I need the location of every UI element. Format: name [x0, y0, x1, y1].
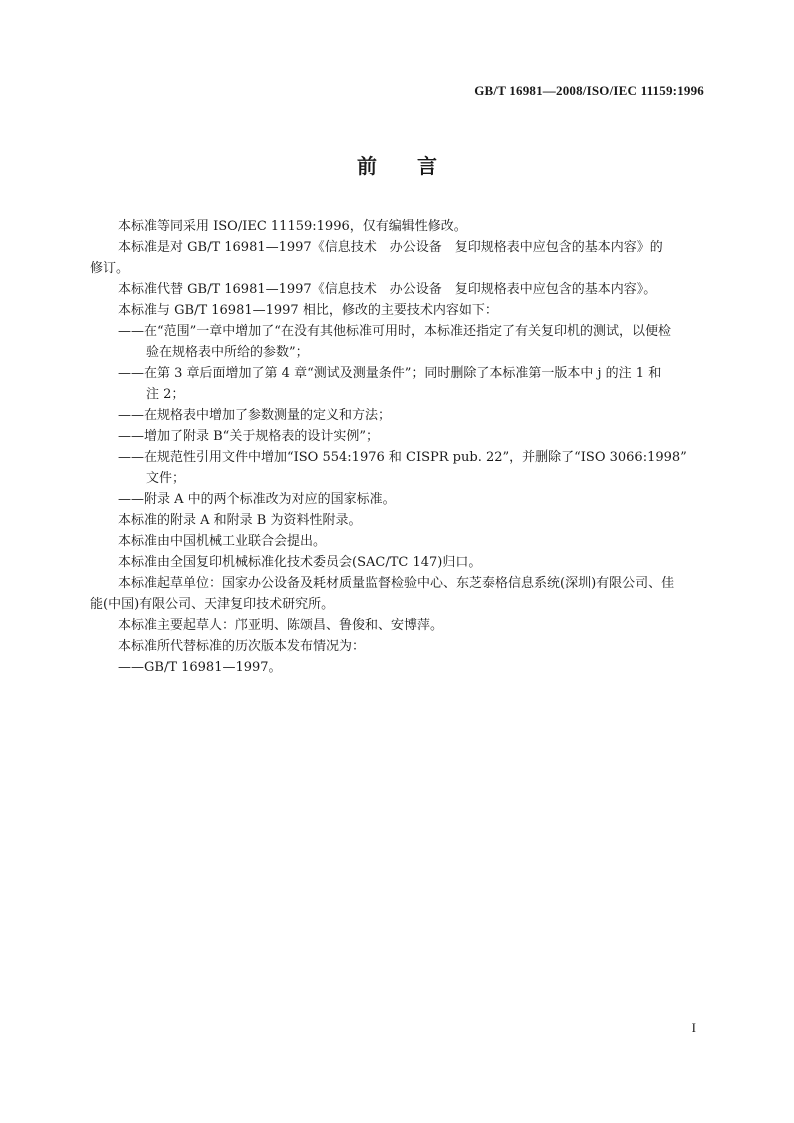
paragraph-revision: 本标准是对 GB/T 16981—1997《信息技术 办公设备 复印规格表中应包含的基本内容》的 [118, 240, 663, 255]
paragraph-adoption: 本标准等同采用 ISO/IEC 11159:1996，仅有编辑性修改。 [118, 219, 467, 234]
title-char-1: 前 [357, 154, 377, 178]
change-item-scope: ——在“范围”一章中增加了“在没有其他标准可用时，本标准还指定了有关复印机的测试，以便检 [118, 324, 671, 339]
page-number: I [691, 1020, 696, 1035]
change-item-chapter4: ——在第 3 章后面增加了第 4 章“测试及测量条件”；同时删除了本标准第一版本中 j 的注 1 和 [118, 366, 662, 381]
paragraph-drafting-units: 本标准起草单位：国家办公设备及耗材质量监督检验中心、东芝泰格信息系统(深圳)有限公司、佳 [118, 576, 675, 591]
change-item-references: ——在规范性引用文件中增加“ISO 554:1976 和 CISPR pub. 22”，并删除了“ISO 3066:1998” [118, 450, 687, 465]
paragraph-changes-intro: 本标准与 GB/T 16981—1997 相比，修改的主要技术内容如下： [118, 303, 498, 318]
paragraph-revision-cont: 修订。 [90, 261, 130, 276]
paragraph-history-intro: 本标准所代替标准的历次版本发布情况为： [118, 639, 366, 654]
paragraph-annexes: 本标准的附录 A 和附录 B 为资料性附录。 [118, 513, 362, 528]
paragraph-drafting-units-cont: 能(中国)有限公司、天津复印技术研究所。 [90, 597, 335, 612]
change-item-chapter4-cont: 注 2； [146, 387, 185, 402]
paragraph-drafters: 本标准主要起草人：邝亚明、陈颂昌、鲁俊和、安博萍。 [118, 618, 444, 633]
title-char-2: 言 [417, 154, 437, 178]
change-item-definitions: ——在规格表中增加了参数测量的定义和方法； [118, 408, 392, 423]
paragraph-replaces: 本标准代替 GB/T 16981—1997《信息技术 办公设备 复印规格表中应包含的基本内容》。 [118, 282, 657, 297]
page-title [0, 150, 794, 179]
paragraph-under-jurisdiction: 本标准由全国复印机械标准化技术委员会(SAC/TC 147)归口。 [118, 555, 482, 570]
standard-code-header: GB/T 16981—2008/ISO/IEC 11159:1996 [474, 83, 704, 98]
change-item-annex-a: ——附录 A 中的两个标准改为对应的国家标准。 [118, 492, 396, 507]
foreword-body [90, 216, 706, 678]
change-item-references-cont: 文件； [146, 471, 186, 486]
paragraph-proposed-by: 本标准由中国机械工业联合会提出。 [118, 534, 327, 549]
change-item-annex-b: ——增加了附录 B“关于规格表的设计实例”； [118, 429, 379, 444]
change-item-scope-cont: 验在规格表中所给的参数”； [146, 345, 309, 360]
history-item: ——GB/T 16981—1997。 [118, 660, 282, 675]
